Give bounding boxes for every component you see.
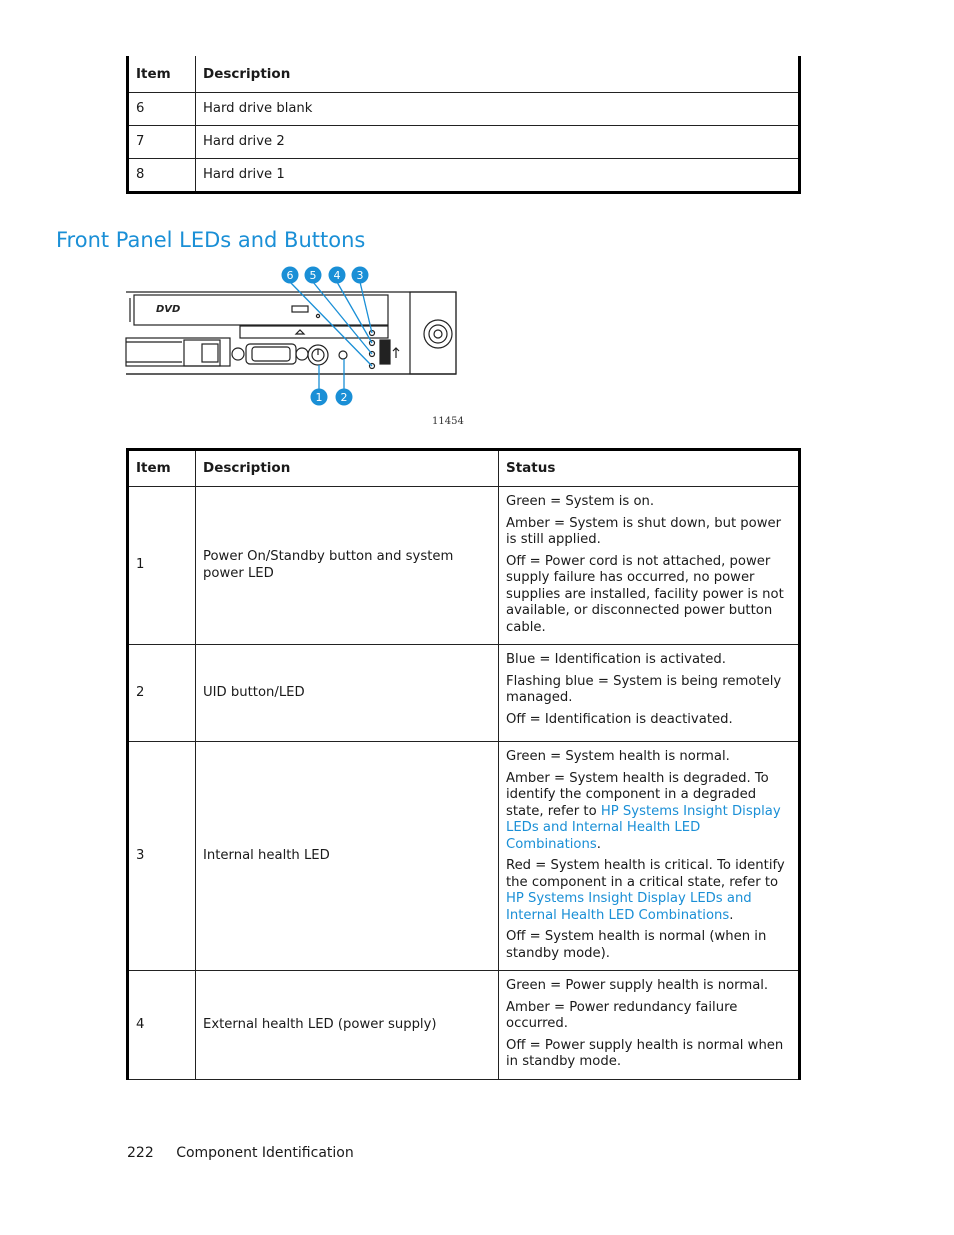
table-row [128,971,800,1080]
figure-id: 11454 [432,416,464,427]
status-line: Amber = Power redundancy failure occurred. [506,999,738,1031]
description-cell: Power On/Standby button and system power LED [196,487,499,645]
table-row [128,645,800,742]
callout-1: 1 [315,391,323,404]
status-cell [499,971,800,1080]
header-description: Description [196,56,800,93]
status-line: Green = System is on. [506,494,655,509]
status-line: Green = Power supply health is normal. [506,978,769,993]
table-row [128,487,800,645]
status-line: Off = Identification is deactivated. [506,711,733,727]
description-cell: Internal health LED [196,742,499,971]
description-cell: Hard drive blank [196,93,800,126]
status-line: Amber = System is shut down, but power is still applied. [506,515,782,547]
item-cell: 3 [128,742,196,971]
chapter-title: Component Identification [176,1145,354,1161]
header-item: Item [128,450,196,487]
page-footer [127,1145,354,1161]
item-cell: 4 [128,971,196,1080]
status-line: Green = System health is normal. [506,749,730,764]
item-cell: 6 [128,93,196,126]
callout-2: 2 [340,391,348,404]
item-cell: 2 [128,645,196,742]
item-cell: 1 [128,487,196,645]
page-number: 222 [127,1145,154,1161]
section-title: Front Panel LEDs and Buttons [56,228,366,252]
status-line: Blue = Identification is activated. [506,652,726,667]
description-cell: External health LED (power supply) [196,971,499,1080]
description-cell: Hard drive 2 [196,126,800,159]
callout-4: 4 [333,269,341,282]
dvd-label: DVD [156,304,181,315]
status-cell [499,487,800,645]
table-row [128,93,800,126]
status-cell [499,645,800,742]
hard-drive-table [126,56,801,194]
front-panel-diagram [122,262,467,432]
header-status: Status [499,450,800,487]
status-line: Off = System health is normal (when in standby mode). [506,929,767,961]
callout-6: 6 [286,269,294,282]
table-header-row [128,450,800,487]
table-header-row [128,56,800,93]
status-line: Amber = System health is degraded. To identify the component in a degraded state, refer to HP Systems Insight Display LEDs and Internal Health LED Combinations. [506,770,781,852]
front-panel-led-table [126,448,801,1080]
item-cell: 8 [128,159,196,193]
table-row [128,742,800,971]
header-item: Item [128,56,196,93]
insight-display-link[interactable]: HP Systems Insight Display LEDs and Internal Health LED Combinations [506,803,781,852]
header-description: Description [196,450,499,487]
status-line: Red = System health is critical. To identify the component in a critical state, refer to HP Systems Insight Display LEDs and Internal Health LED Combinations. [506,858,785,923]
status-line: Off = Power supply health is normal when in standby mode. [506,1037,784,1069]
callout-3: 3 [356,269,364,282]
table-row [128,159,800,193]
description-cell: UID button/LED [196,645,499,742]
insight-display-link[interactable]: HP Systems Insight Display LEDs and Internal Health LED Combinations [506,891,752,923]
description-cell: Hard drive 1 [196,159,800,193]
uid-button [339,351,347,359]
status-line: Off = Power cord is not attached, power supply failure has occurred, no power supplies are installed, facility power is not available, or disconnected power button cable. [506,553,784,635]
status-cell [499,742,800,971]
item-cell: 7 [128,126,196,159]
callout-5: 5 [309,269,317,282]
table-row [128,126,800,159]
status-line: Flashing blue = System is being remotely managed. [506,673,782,705]
